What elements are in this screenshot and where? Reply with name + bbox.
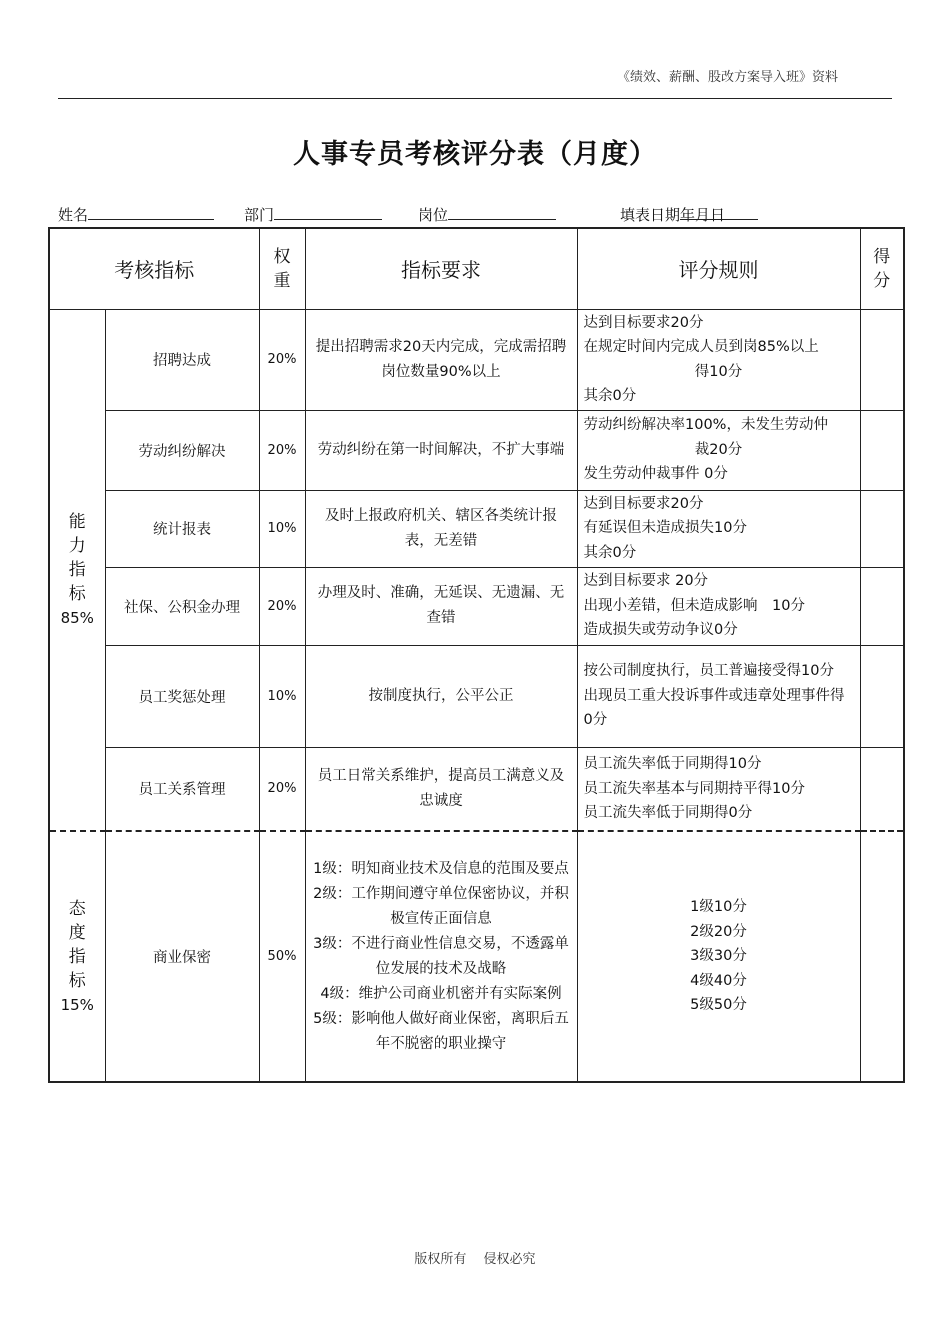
header-note: 《绩效、薪酬、股改方案导入班》资料 [616, 70, 838, 85]
rule-line: 4级40分 [690, 972, 747, 989]
date-label: 填表日期 [620, 206, 681, 224]
ability-percent: 85% [60, 608, 94, 627]
rule-line: 得10分 [694, 363, 743, 380]
header-divider [58, 98, 892, 99]
weight-header-line2: 重 [273, 270, 291, 291]
indicator-requirement [305, 490, 577, 567]
rule-line: 造成损失或劳动争议0分 [583, 622, 738, 639]
rule-line: 出现小差错，但未造成影响 10分 [583, 597, 805, 614]
name-label: 姓名 [58, 206, 89, 224]
table-row [49, 410, 904, 490]
date-field [620, 204, 725, 225]
rule-line: 员工流失率基本与同期持平得10分 [583, 780, 805, 797]
attitude-char: 指 [68, 946, 86, 967]
score-cell[interactable] [860, 410, 904, 490]
table-row [49, 490, 904, 567]
rule-line: 其余0分 [583, 388, 637, 404]
requirement-header: 指标要求 [305, 228, 577, 309]
rule-line: 出现员工重大投诉事件或违章处理事件得0分 [583, 687, 845, 729]
score-header [860, 228, 904, 309]
rule-line: 发生劳动仲裁事件 0分 [583, 466, 728, 483]
indicator-name: 劳动纠纷解决 [105, 410, 259, 490]
indicator-header: 考核指标 [49, 228, 259, 309]
indicator-requirement [305, 309, 577, 410]
requirement-text: 按制度执行，公平公正 [368, 687, 514, 704]
indicator-requirement [305, 831, 577, 1082]
indicator-requirement [305, 645, 577, 747]
score-table [48, 227, 905, 1083]
indicator-weight: 10% [259, 490, 305, 567]
indicator-rules [577, 410, 860, 490]
ability-char: 能 [68, 511, 86, 532]
weight-header-line1: 权 [273, 246, 291, 267]
score-cell[interactable] [860, 747, 904, 831]
indicator-weight: 10% [259, 645, 305, 747]
attitude-char: 态 [68, 898, 86, 919]
indicator-rules [577, 747, 860, 831]
indicator-weight: 20% [259, 309, 305, 410]
requirement-text: 员工日常关系维护，提高员工满意义及忠诚度 [317, 767, 565, 809]
indicator-rules [577, 831, 860, 1082]
indicator-name: 招聘达成 [105, 309, 259, 410]
score-cell[interactable] [860, 567, 904, 645]
rule-line: 2级20分 [690, 923, 747, 940]
day-label: 日 [710, 206, 726, 224]
dept-blank[interactable] [274, 204, 382, 220]
weight-header [259, 228, 305, 309]
rule-line: 在规定时间内完成人员到岗85%以上 [583, 339, 819, 355]
score-cell[interactable] [860, 309, 904, 410]
indicator-requirement [305, 567, 577, 645]
rule-line: 劳动纠纷解决率100%，未发生劳动仲 [583, 417, 828, 434]
indicator-rules [577, 309, 860, 410]
ability-char: 标 [68, 583, 86, 604]
dept-label: 部门 [244, 206, 275, 224]
indicator-weight: 20% [259, 747, 305, 831]
ability-char: 力 [68, 535, 86, 556]
table-row [49, 747, 904, 831]
rule-line: 有延误但未造成损失10分 [583, 520, 747, 537]
score-cell[interactable] [860, 490, 904, 567]
indicator-requirement [305, 747, 577, 831]
requirement-level: 2级：工作期间遵守单位保密协议，并积极宣传正面信息 [313, 885, 569, 927]
rule-line: 员工流失率低于同期得0分 [583, 805, 753, 821]
attitude-percent: 15% [60, 995, 94, 1014]
footer-copyright: 版权所有 侵权必究 [414, 1252, 536, 1267]
requirement-level: 3级：不进行商业性信息交易，不透露单位发展的技术及战略 [313, 935, 569, 977]
rule-line: 3级30分 [690, 948, 747, 965]
month-label: 月 [695, 206, 711, 224]
dept-field [244, 204, 274, 225]
score-cell[interactable] [860, 645, 904, 747]
requirement-level: 1级：明知商业技术及信息的范围及要点 [313, 860, 569, 877]
table-row [49, 567, 904, 645]
attitude-char: 度 [68, 922, 86, 943]
requirement-level: 4级：维护公司商业机密并有实际案例 [320, 985, 562, 1002]
score-header-line1: 得 [873, 246, 891, 267]
rule-line: 5级50分 [690, 997, 747, 1014]
rule-line: 按公司制度执行，员工普遍接受得10分 [583, 663, 834, 680]
ability-char: 指 [68, 559, 86, 580]
score-cell[interactable] [860, 831, 904, 1082]
indicator-rules [577, 567, 860, 645]
indicator-name: 商业保密 [105, 831, 259, 1082]
indicator-name: 员工奖惩处理 [105, 645, 259, 747]
table-row [49, 309, 904, 410]
requirement-text: 办理及时、准确，无延误、无遗漏、无查错 [317, 585, 565, 626]
post-blank[interactable] [448, 204, 556, 220]
indicator-rules [577, 645, 860, 747]
rule-line: 员工流失率低于同期得10分 [583, 756, 762, 772]
name-blank[interactable] [88, 204, 214, 220]
requirement-text: 提出招聘需求20天内完成，完成需招聘岗位数量90%以上 [315, 338, 567, 380]
indicator-rules [577, 490, 860, 567]
attitude-category-cell [49, 831, 105, 1082]
table-header-row [49, 228, 904, 309]
rule-header: 评分规则 [577, 228, 860, 309]
rule-line: 其余0分 [583, 544, 637, 561]
indicator-weight: 50% [259, 831, 305, 1082]
rule-line: 达到目标要求20分 [583, 314, 704, 331]
attitude-char: 标 [68, 970, 86, 991]
rule-line: 达到目标要求 20分 [583, 573, 709, 590]
post-field [418, 204, 448, 225]
rule-line: 达到目标要求20分 [583, 495, 704, 512]
indicator-name: 社保、公积金办理 [105, 567, 259, 645]
ability-category-cell [49, 309, 105, 831]
page-title: 人事专员考核评分表（月度） [293, 139, 657, 170]
post-label: 岗位 [418, 206, 449, 224]
table-row [49, 831, 904, 1082]
requirement-level: 5级：影响他人做好商业保密，离职后五年不脱密的职业操守 [313, 1010, 569, 1052]
score-header-line2: 分 [873, 270, 891, 291]
indicator-name: 统计报表 [105, 490, 259, 567]
requirement-text: 劳动纠纷在第一时间解决，不扩大事端 [317, 441, 565, 458]
name-field [58, 204, 88, 225]
indicator-weight: 20% [259, 567, 305, 645]
day-blank[interactable] [710, 204, 758, 220]
requirement-text: 及时上报政府机关、辖区各类统计报表，无差错 [325, 507, 557, 549]
rule-line: 1级10分 [690, 899, 747, 916]
table-row [49, 645, 904, 747]
year-label: 年 [680, 206, 696, 224]
rule-line: 裁20分 [694, 441, 743, 458]
indicator-weight: 20% [259, 410, 305, 490]
indicator-name: 员工关系管理 [105, 747, 259, 831]
indicator-requirement [305, 410, 577, 490]
